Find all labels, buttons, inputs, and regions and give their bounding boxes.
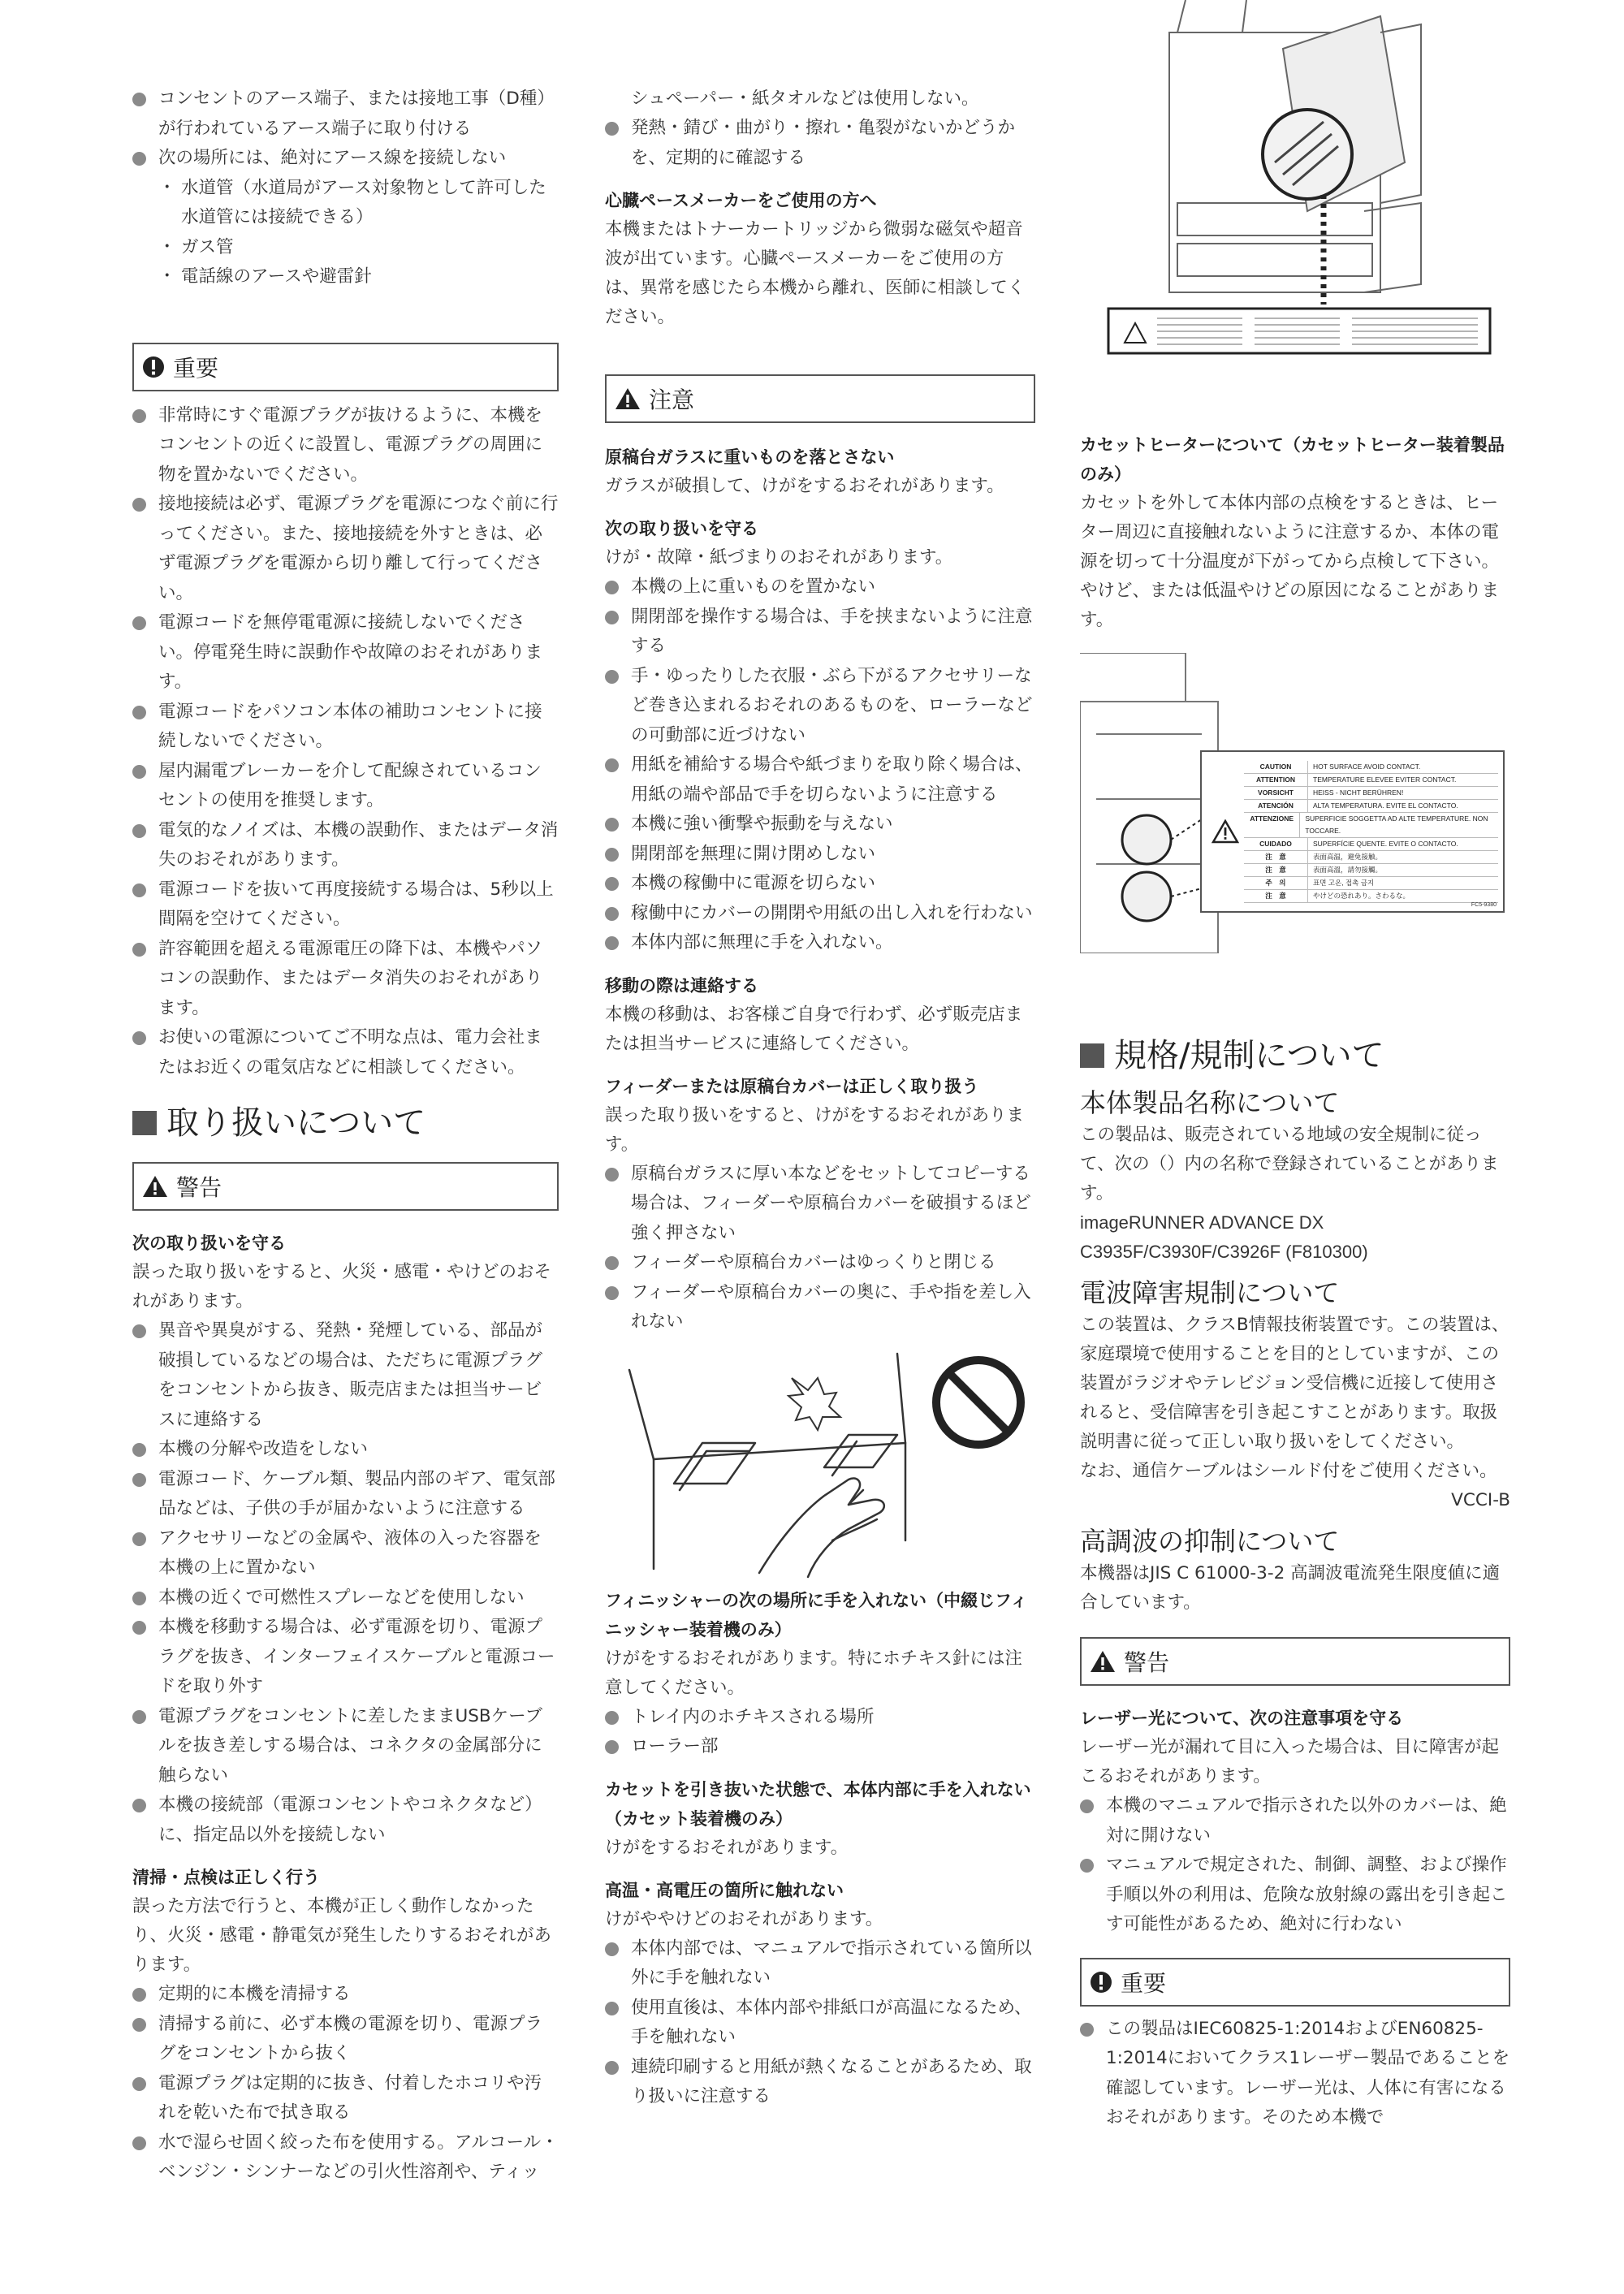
label-row: [1244, 877, 1498, 890]
label-row: [1244, 761, 1498, 774]
subheading: フィーダーまたは原稿台カバーは正しく取り扱う: [605, 1076, 979, 1096]
label-row: [1244, 851, 1498, 864]
important-title: 重要: [173, 354, 219, 382]
subheading: カセットを引き抜いた状態で、本体内部に手を入れない（カセット装着機のみ）: [605, 1779, 1031, 1829]
paragraph: 誤った取り扱いをすると、けがをするおそれがあります。: [605, 1104, 1025, 1155]
list-item: 開閉部を無理に開け閉めしない: [605, 840, 1035, 870]
label-row-text: SUPERFÍCIE QUENTE. EVITE O CONTACTO.: [1313, 839, 1458, 848]
paragraph: けが・故障・紙づまりのおそれがあります。: [605, 547, 953, 568]
list-item: 電気的なノイズは、本機の誤動作、またはデータ消失のおそれがあります。: [132, 816, 559, 875]
subheading: 心臓ペースメーカーをご使用の方へ: [605, 191, 877, 210]
paragraph: けがをするおそれがあります。: [605, 1837, 849, 1858]
list-item: コンセントのアース端子、または接地工事（D種）が行われているアース端子に取り付ける: [132, 84, 559, 144]
paragraph: ガラスが破損して、けがをするおそれがあります。: [605, 476, 1004, 496]
warning-title: 警告: [176, 1174, 222, 1201]
subsection-title: 本体製品名称について: [1080, 1087, 1340, 1118]
subsection-title: 電波障害規制について: [1080, 1277, 1340, 1308]
column-1: [132, 0, 559, 2188]
list-item: 発熱・錆び・曲がり・擦れ・亀裂がないかどうかを、定期的に確認する: [605, 114, 1035, 173]
caution-label: [1200, 750, 1505, 913]
paragraph: この製品は、販売されている地域の安全規制に従って、次の（）内の名称で登録されていることがあります。: [1080, 1125, 1499, 1203]
warning-triangle-icon: [1090, 1650, 1116, 1673]
list-item: マニュアルで規定された、制御、調整、および操作手順以外の利用は、危険な放射線の露出を引き起こす可能性があるため、絶対に行わない: [1080, 1851, 1510, 1940]
warning-title: 警告: [1124, 1649, 1170, 1676]
product-model-name: imageRUNNER ADVANCE DX C3935F/C3930F/C3926F (F810300): [1080, 1212, 1368, 1262]
label-row-heading: 注 意: [1244, 864, 1308, 876]
paragraph: けがをするおそれがあります。特にホチキス針には注意してください。: [605, 1648, 1022, 1698]
paragraph: 本機器はJIS C 61000-3-2 高調波電流発生限度値に適合しています。: [1080, 1563, 1501, 1613]
label-row-text: 表面高温，避免接触。: [1313, 852, 1383, 861]
square-bullet: [1080, 1043, 1104, 1068]
list-item: 原稿台ガラスに厚い本などをセットしてコピーする場合は、フィーダーや原稿台カバーを破損するほど強く押さない: [605, 1160, 1035, 1249]
heater-label-illustration: [1080, 653, 1510, 953]
section-heading: [1080, 1035, 1510, 1077]
subheading: フィニッシャーの次の場所に手を入れない（中綴じフィニッシャー装着機のみ）: [605, 1590, 1028, 1639]
caution-box: [605, 374, 1035, 423]
list-item: 電源コード、ケーブル類、製品内部のギア、電気部品などは、子供の手が届かないように注意する: [132, 1465, 559, 1524]
subheading: 移動の際は連絡する: [605, 975, 758, 996]
list-item: 次の場所には、絶対にアース線を接続しない: [132, 144, 559, 174]
paragraph: 誤った方法で行うと、本機が正しく動作しなかったり、火災・感電・静電気が発生したりするおそれがあります。: [132, 1896, 552, 1975]
paragraph: 本機またはトナーカートリッジから微弱な磁気や超音波が出ています。心臓ペースメーカーをご使用の方は、異常を感じたら本機から離れ、医師に相談してください。: [605, 219, 1026, 327]
label-row: [1244, 890, 1498, 903]
list-item: 本機を移動する場合は、必ず電源を切り、電源プラグを抜き、インターフェイスケーブルと電源コードを取り外す: [132, 1613, 559, 1702]
list-item: 本体内部では、マニュアルで指示されている箇所以外に手を触れない: [605, 1934, 1035, 1994]
label-row-text: TEMPERATURE ELEVEE EVITER CONTACT.: [1313, 775, 1457, 784]
label-row-heading: 注 意: [1244, 851, 1308, 863]
paragraph: 本機の移動は、お客様ご自身で行わず、必ず販売店または担当サービスに連絡してください。: [605, 1004, 1023, 1054]
list-item: 水で湿らせ固く絞った布を使用する。アルコール・ベンジン・シンナーなどの引火性溶剤や、ティッ: [132, 2128, 559, 2188]
paragraph: けがややけどのおそれがあります。: [605, 1908, 883, 1929]
label-row-text: ALTA TEMPERATURA. EVITE EL CONTACTO.: [1313, 801, 1458, 810]
list-item: 本機の近くで可燃性スプレーなどを使用しない: [132, 1583, 559, 1614]
list-item: 本機のマニュアルで指示された以外のカバーは、絶対に開けない: [1080, 1791, 1510, 1851]
list-item: 稼働中にカバーの開閉や用紙の出し入れを行わない: [605, 899, 1035, 929]
label-row-heading: VORSICHT: [1244, 787, 1308, 799]
important-box: [132, 343, 559, 391]
list-item: 手・ゆったりした衣服・ぶら下がるアクセサリーなど巻き込まれるおそれのあるものを、ローラーなどの可動部に近づけない: [605, 662, 1035, 751]
list-item: フィーダーや原稿台カバーはゆっくりと閉じる: [605, 1248, 1035, 1278]
list-item: 電源プラグをコンセントに差したままUSBケーブルを抜き差しする場合は、コネクタの金属部分に触らない: [132, 1702, 559, 1791]
list-item: お使いの電源についてご不明な点は、電力会社またはお近くの電気店などに相談してください。: [132, 1023, 559, 1082]
list-item: 用紙を補給する場合や紙づまりを取り除く場合は、用紙の端や部品で手を切らないように注意する: [605, 750, 1035, 810]
list-item: 電源プラグは定期的に抜き、付着したホコリや汚れを乾いた布で拭き取る: [132, 2069, 559, 2128]
label-row-heading: ATTENTION: [1244, 774, 1308, 786]
label-row: [1244, 800, 1498, 813]
list-item: 電源コードをパソコン本体の補助コンセントに接続しないでください。: [132, 698, 559, 757]
column-3: [1080, 0, 1510, 2133]
important-box: [1080, 1958, 1510, 2007]
caution-label-strip: [1108, 309, 1490, 353]
list-item: アクセサリーなどの金属や、液体の入った容器を本機の上に置かない: [132, 1524, 559, 1583]
label-row-heading: CUIDADO: [1244, 838, 1308, 850]
list-item: 清掃する前に、必ず本機の電源を切り、電源プラグをコンセントから抜く: [132, 2010, 559, 2069]
paragraph: シュペーパー・紙タオルなどは使用しない。: [631, 89, 979, 109]
list-item: 本機に強い衝撃や振動を与えない: [605, 810, 1035, 840]
section-heading: [132, 1102, 559, 1144]
column-2: [605, 0, 1035, 2112]
label-row: [1244, 774, 1498, 787]
list-item: 異音や異臭がする、発熱・発煙している、部品が破損しているなどの場合は、ただちに電源プラグをコンセントから抜き、販売店または担当サービスに連絡する: [132, 1316, 559, 1435]
caution-title: 注意: [649, 387, 695, 413]
list-item: 非常時にすぐ電源プラグが抜けるように、本機をコンセントの近くに設置し、電源プラグの周囲に物を置かないでください。: [132, 401, 559, 490]
label-row-text: 표면 고온, 접촉 금지: [1313, 878, 1375, 887]
label-row: [1244, 838, 1498, 851]
paragraph: この装置は、クラスB情報技術装置です。この装置は、家庭環境で使用することを目的としていますが、この装置がラジオやテレビジョン受信機に近接して使用されると、受信障害を引き起こすことがあります。取扱説明書に従って正しい取り扱いをしてください。: [1080, 1315, 1510, 1452]
label-row-heading: ATTENZIONE: [1244, 813, 1300, 837]
sub-list-item: ・ 電話線のアースや避雷針: [132, 262, 559, 292]
list-item: ローラー部: [605, 1732, 1035, 1762]
label-row-text: やけどの恐れあり。さわるな。: [1313, 891, 1410, 900]
magnified-circle: [1263, 110, 1352, 199]
subheading: 次の取り扱いを守る: [132, 1233, 286, 1253]
label-row-text: 表面高溫，請勿接觸。: [1313, 865, 1383, 874]
subheading: 高温・高電圧の箇所に触れない: [605, 1880, 844, 1900]
subheading: 次の取り扱いを守る: [605, 519, 758, 538]
label-row-heading: CAUTION: [1244, 761, 1308, 773]
prohibition-icon: [936, 1360, 1021, 1445]
label-table: [1244, 761, 1498, 903]
caution-triangle-icon: [615, 387, 641, 410]
list-item: フィーダーや原稿台カバーの奥に、手や指を差し入れない: [605, 1278, 1035, 1337]
subsection-title: 高調波の抑制について: [1080, 1526, 1340, 1557]
list-item: 本機の接続部（電源コンセントやコネクタなど）に、指定品以外を接続しない: [132, 1791, 559, 1850]
paragraph: なお、通信ケーブルはシールド付をご使用ください。: [1080, 1461, 1497, 1481]
important-icon: [142, 356, 165, 378]
vcci-mark: VCCI-B: [1451, 1490, 1510, 1510]
sub-list-item: ・ ガス管: [132, 233, 559, 263]
important-icon: [1090, 1971, 1112, 1994]
list-item: 本機の分解や改造をしない: [132, 1435, 559, 1465]
list-item: 許容範囲を超える電源電圧の降下は、本機やパソコンの誤動作、またはデータ消失のおそれがあります。: [132, 935, 559, 1024]
list-item: 開閉部を操作する場合は、手を挟まないように注意する: [605, 603, 1035, 662]
label-row-heading: ATENCIÓN: [1244, 800, 1308, 812]
subheading: 原稿台ガラスに重いものを落とさない: [605, 447, 895, 467]
label-code: FC5-9380: [1471, 902, 1497, 908]
list-item: 連続印刷すると用紙が熱くなることがあるため、取り扱いに注意する: [605, 2053, 1035, 2112]
paragraph: 誤った取り扱いをすると、火災・感電・やけどのおそれがあります。: [132, 1262, 552, 1311]
label-row: [1244, 787, 1498, 800]
list-item: 電源コードを抜いて再度接続する場合は、5秒以上間隔を空けてください。: [132, 875, 559, 935]
list-item: 電源コードを無停電電源に接続しないでください。停電発生時に誤動作や故障のおそれがあります。: [132, 608, 559, 698]
section-title: 取り扱いについて: [166, 1104, 426, 1142]
list-item: 使用直後は、本体内部や排紙口が高温になるため、手を触れない: [605, 1994, 1035, 2053]
sub-list-item: ・ 水道管（水道局がアース対象物として許可した水道管には接続できる）: [132, 174, 559, 233]
subheading: 清掃・点検は正しく行う: [132, 1868, 320, 1887]
paragraph: レーザー光が漏れて目に入った場合は、目に障害が起こるおそれがあります。: [1080, 1737, 1500, 1786]
list-item: トレイ内のホチキスされる場所: [605, 1703, 1035, 1733]
label-row-text: SUPERFICIE SOGGETTA AD ALTE TEMPERATURE. NON TOCCARE.: [1305, 814, 1488, 835]
warning-triangle-icon: [142, 1175, 168, 1198]
section-title: 規格/規制について: [1114, 1037, 1384, 1074]
warning-triangle-icon: [1212, 819, 1239, 844]
list-item: この製品はIEC60825-1:2014およびEN60825-1:2014においてクラス1レーザー製品であることを確認しています。レーザー光は、人体に有害になるおそれがあります。そのため本機で: [1080, 2015, 1510, 2133]
label-row-heading: 주 의: [1244, 877, 1308, 889]
square-bullet: [132, 1111, 157, 1135]
list-item: 屋内漏電ブレーカーを介して配線されているコンセントの使用を推奨します。: [132, 757, 559, 816]
list-item: 接地接続は必ず、電源プラグを電源につなぐ前に行ってください。また、接地接続を外すときは、必ず電源プラグを電源から切り離して行ってください。: [132, 490, 559, 608]
list-item: 本機の稼働中に電源を切らない: [605, 869, 1035, 899]
warning-box: [1080, 1637, 1510, 1686]
paragraph: カセットを外して本体内部の点検をするときは、ヒーター周辺に直接触れないように注意するか、本体の電源を切って十分温度が下がってから点検して下さい。やけど、または低温やけどの原因になることがあります。: [1080, 493, 1500, 630]
label-row-heading: 注 意: [1244, 890, 1308, 902]
warning-box: [132, 1162, 559, 1211]
label-row: [1244, 813, 1498, 838]
subheading: カセットヒーターについて（カセットヒーター装着製品のみ）: [1080, 435, 1505, 484]
important-title: 重要: [1121, 1969, 1167, 1997]
list-item: 本機の上に重いものを置かない: [605, 572, 1035, 603]
label-row-text: HEISS - NICHT BERÜHREN!: [1313, 788, 1404, 797]
subheading: レーザー光について、次の注意事項を守る: [1080, 1709, 1404, 1728]
label-row: [1244, 864, 1498, 877]
label-row-text: HOT SURFACE AVOID CONTACT.: [1313, 762, 1421, 771]
feeder-hand-illustration: [605, 1346, 1035, 1581]
list-item: 本体内部に無理に手を入れない。: [605, 928, 1035, 958]
list-item: 定期的に本機を清掃する: [132, 1980, 559, 2010]
printer-label-illustration: [1080, 0, 1510, 357]
